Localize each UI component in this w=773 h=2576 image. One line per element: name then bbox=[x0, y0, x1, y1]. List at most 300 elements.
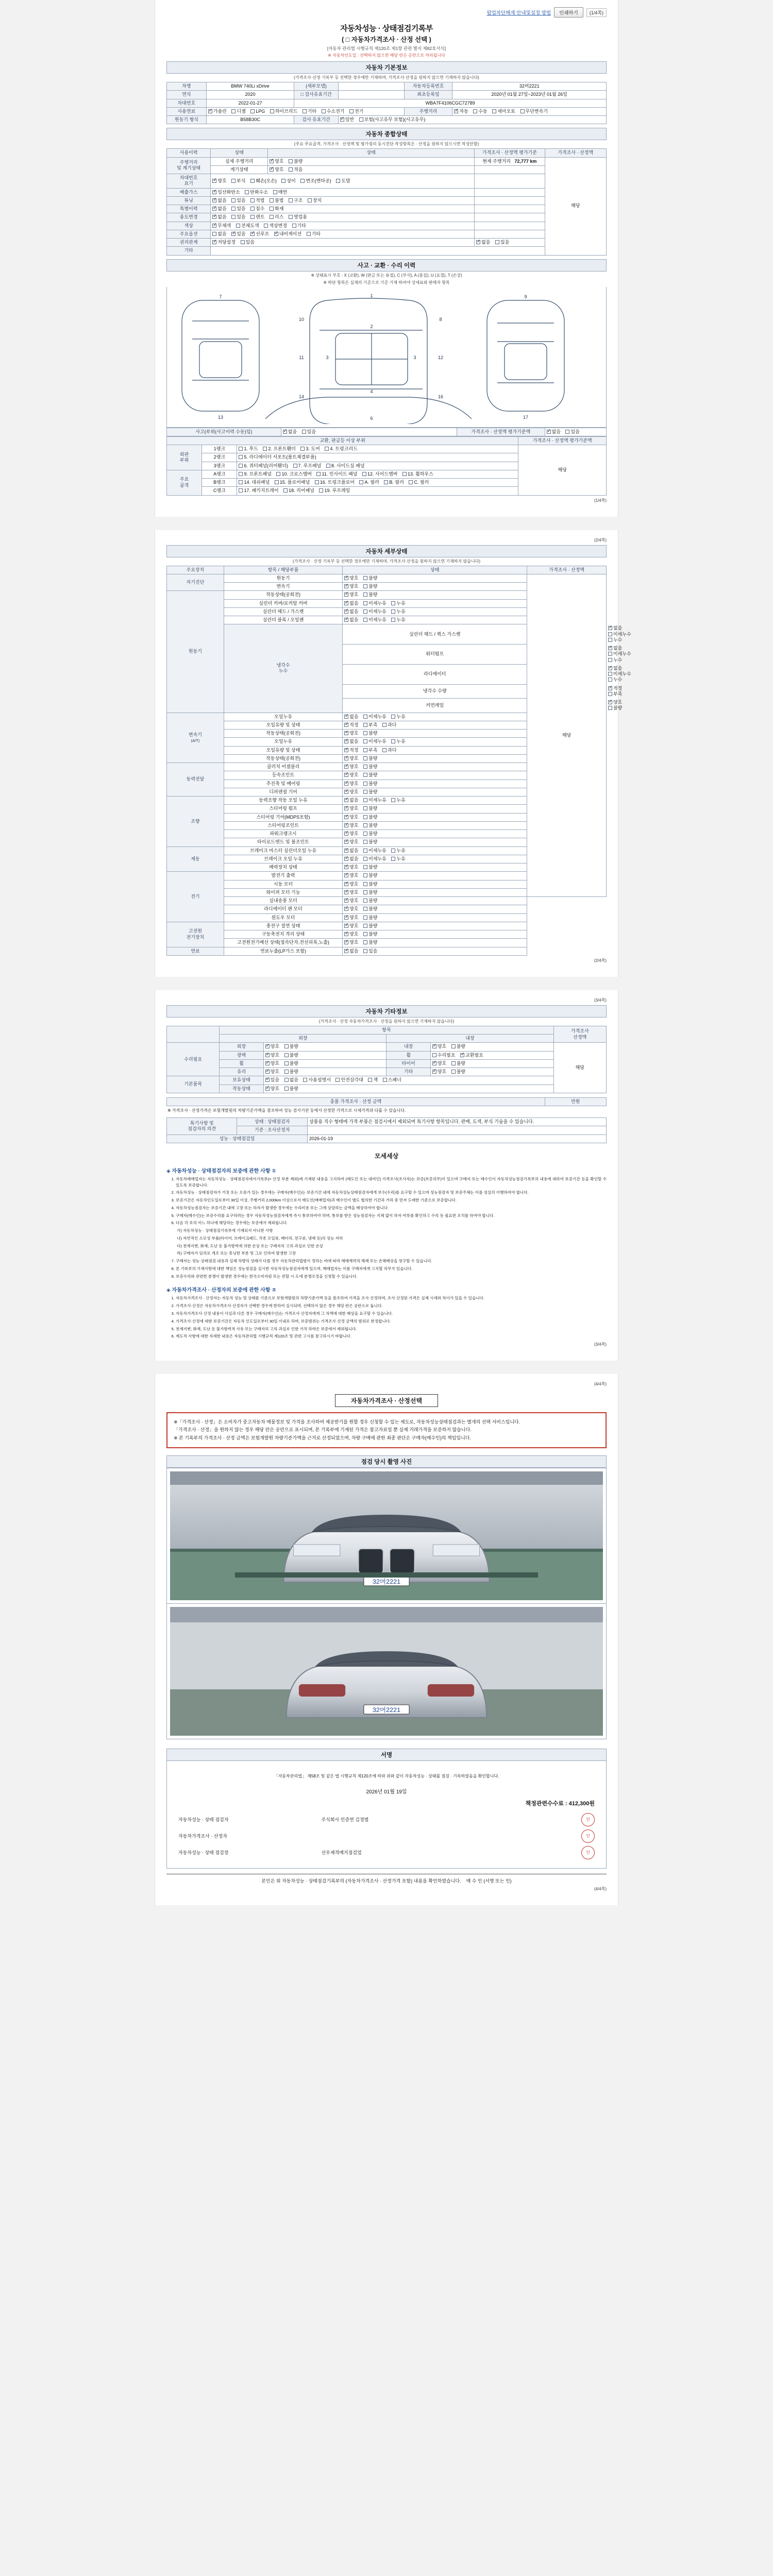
main-option-options[interactable] bbox=[211, 230, 475, 238]
opt-bad[interactable]: 불량 bbox=[363, 806, 377, 811]
opt-color-etc[interactable]: 기타 bbox=[292, 223, 306, 229]
usage-change-options[interactable] bbox=[211, 213, 475, 222]
opt-micro-leak[interactable]: 미세누수 bbox=[608, 651, 631, 657]
opt-vin-corrosion[interactable]: 부식 bbox=[231, 178, 245, 184]
opt-proper[interactable]: ✓ 적정 bbox=[344, 722, 358, 728]
opt-fuel-gasoline[interactable]: ✓ 가솔린 bbox=[208, 109, 227, 114]
opt-fuel-etc[interactable]: 기타 bbox=[303, 109, 316, 114]
opt-none[interactable]: ✓없음 bbox=[608, 625, 622, 631]
opt-option-yes[interactable]: ✓ 있음 bbox=[231, 231, 245, 237]
opt-trunk-floor[interactable]: 16. 트렁크플로어 bbox=[315, 480, 355, 485]
opt-low[interactable]: 부족 bbox=[363, 722, 377, 728]
label-etc: 기타 bbox=[386, 1068, 430, 1076]
opt-good[interactable]: ✓ 양호 bbox=[265, 1061, 279, 1066]
opt-dash-panel[interactable]: 14. 대쉬패널 bbox=[239, 480, 270, 485]
opt-option-none[interactable]: 없음 bbox=[212, 231, 226, 237]
opt-tuning-device[interactable]: 장치 bbox=[308, 198, 322, 204]
opt-good[interactable]: ✓ 양호 bbox=[432, 1069, 446, 1075]
state-exterior[interactable] bbox=[263, 1043, 386, 1051]
opt-micro-leak[interactable]: 미세누유 bbox=[363, 848, 386, 854]
opt-fuel-electric[interactable]: 전기 bbox=[349, 109, 363, 114]
opt-micro-leak[interactable]: 미세누유 bbox=[363, 601, 386, 606]
opt-bad[interactable]: 불량 bbox=[363, 898, 377, 904]
opt-none[interactable]: ✓ 없음 bbox=[344, 617, 358, 623]
value-current-mileage: 72,777 km bbox=[514, 158, 537, 164]
state-propeller-shaft[interactable] bbox=[343, 779, 527, 788]
opt-gauge-good[interactable]: ✓ 양호 bbox=[270, 167, 283, 173]
opt-good[interactable]: ✓ 양호 bbox=[344, 756, 358, 761]
color-options[interactable] bbox=[211, 222, 475, 230]
state-radiator-fan[interactable] bbox=[343, 905, 527, 913]
rank-a-items[interactable] bbox=[237, 470, 518, 478]
opt-accident-none[interactable]: ✓ 없음 bbox=[283, 429, 297, 435]
opt-good[interactable]: ✓ 양호 bbox=[344, 584, 358, 589]
opt-good[interactable]: ✓ 양호 bbox=[344, 781, 358, 787]
sig-label-3: 자동차성능 · 상태 점검장 bbox=[178, 1850, 229, 1856]
state-interior[interactable] bbox=[430, 1043, 553, 1051]
gauge-options[interactable] bbox=[268, 165, 475, 174]
photo-section-header: 점검 당시 촬영 사진 bbox=[166, 1455, 607, 1468]
opt-bad[interactable]: 불량 bbox=[451, 1061, 465, 1066]
opt-bad[interactable]: 불량 bbox=[363, 756, 377, 761]
tuning-note bbox=[475, 196, 545, 205]
opt-mileage-good[interactable]: ✓ 양호 bbox=[270, 159, 283, 164]
opt-cross-member[interactable]: 10. 크로스멤버 bbox=[276, 471, 311, 477]
item-steering-pump: 스티어링 펌프 bbox=[224, 805, 342, 813]
accident-price-options[interactable] bbox=[545, 428, 606, 436]
opt-tuning-structure[interactable]: 구조 bbox=[289, 198, 303, 204]
opt-bad[interactable]: 불량 bbox=[363, 906, 377, 912]
opt-emission-smoke[interactable]: 매연 bbox=[273, 190, 287, 195]
opt-floor-panel[interactable]: 15. 플로어패널 bbox=[275, 480, 310, 485]
opt-trans-manual[interactable]: 수동 bbox=[473, 109, 487, 114]
state-mt-oil-leak[interactable] bbox=[343, 738, 527, 746]
opt-usage-yes[interactable]: 있음 bbox=[231, 214, 245, 220]
opt-good[interactable]: ✓ 양호 bbox=[344, 865, 358, 870]
opt-good[interactable]: ✓ 양호 bbox=[265, 1044, 279, 1049]
opt-good[interactable]: ✓ 양호 bbox=[344, 731, 358, 736]
rank-c-items[interactable] bbox=[237, 487, 518, 495]
label-color: 색상 bbox=[167, 222, 211, 230]
state-cyl-head-gasket[interactable] bbox=[343, 607, 527, 616]
opt-vin-good[interactable]: ✓양호 bbox=[212, 178, 226, 184]
opt-over[interactable]: 과다 bbox=[382, 748, 396, 753]
state-alternator[interactable] bbox=[343, 872, 527, 880]
page-3 bbox=[155, 990, 618, 1361]
opt-usage-lease[interactable]: 리스 bbox=[270, 214, 283, 220]
rank-1-items[interactable] bbox=[237, 445, 518, 453]
opt-micro-leak[interactable]: 미세누유 bbox=[363, 856, 386, 862]
opt-good[interactable]: ✓ 양호 bbox=[344, 772, 358, 778]
rights-options[interactable] bbox=[211, 239, 475, 247]
opt-leak[interactable]: 누수 bbox=[608, 677, 622, 683]
opt-good[interactable]: ✓ 양호 bbox=[344, 806, 358, 811]
state-cyl-block[interactable] bbox=[343, 616, 527, 624]
opt-emission-hc[interactable]: 탄화수소 bbox=[245, 190, 268, 195]
opt-micro-leak[interactable]: 미세누유 bbox=[363, 798, 386, 803]
opt-good[interactable]: ✓ 양호 bbox=[344, 906, 358, 912]
opt-repair[interactable]: 수리필요 bbox=[432, 1053, 456, 1058]
emission-options[interactable] bbox=[211, 188, 475, 196]
state-etc[interactable] bbox=[430, 1068, 553, 1076]
opt-bad[interactable]: 불량 bbox=[363, 815, 377, 820]
opt-proper[interactable]: ✓ 적정 bbox=[344, 748, 358, 753]
opt-bad[interactable]: 불량 bbox=[363, 575, 377, 581]
state-at-oil-amount[interactable] bbox=[343, 721, 527, 729]
label-gauge-state: 계기상태 bbox=[211, 165, 268, 174]
state-steering-gear[interactable] bbox=[343, 813, 527, 821]
inspection-kind-options[interactable] bbox=[338, 116, 606, 124]
group-steering: 조향 bbox=[167, 796, 224, 847]
table-row bbox=[167, 897, 607, 905]
opt-micro-leak[interactable]: 미세누유 bbox=[363, 739, 386, 744]
opt-fuel-hydrogen[interactable]: 수소전기 bbox=[322, 109, 345, 114]
state-drive-battery[interactable] bbox=[343, 930, 527, 939]
opt-none[interactable]: ✓없음 bbox=[608, 646, 622, 651]
opt-bad[interactable]: 불량 bbox=[284, 1069, 298, 1075]
opt-bad[interactable]: 불량 bbox=[363, 789, 377, 795]
opt-option-sunroof[interactable]: ✓ 선루프 bbox=[250, 231, 269, 237]
state-blower-motor[interactable] bbox=[343, 897, 527, 905]
state-tie-rod[interactable] bbox=[343, 838, 527, 846]
tuning-options[interactable] bbox=[211, 196, 475, 205]
opt-accident-price-none[interactable]: ✓ 없음 bbox=[547, 429, 561, 435]
state-power-crank[interactable] bbox=[343, 830, 527, 838]
opt-micro-leak[interactable]: 미세누수 bbox=[608, 671, 631, 677]
opt-door[interactable]: 3. 도어 bbox=[300, 446, 320, 452]
state-steering-joint[interactable] bbox=[343, 821, 527, 829]
state-cyl-head-cover[interactable] bbox=[343, 599, 527, 607]
state-brake-master[interactable] bbox=[343, 846, 527, 855]
opt-bad[interactable]: 불량 bbox=[363, 823, 377, 828]
opt-none[interactable]: ✓ 없음 bbox=[344, 609, 358, 615]
opt-leak[interactable]: 누유 bbox=[391, 714, 405, 720]
rights-right-options[interactable] bbox=[475, 239, 545, 247]
opt-rights-yes[interactable]: 있음 bbox=[241, 240, 255, 245]
terms-item: 1. 자동차매매업자는 자동차성능 · 상태점검자에서기록부(= 산정 부분 제외)에 기재된 내용을 고지하여 (매도인 또는 대여인) 가격조사(조사자)는 보증(보증의무)이 있으며 구매자 또는 매수인이 자동차성능점검기록부의 내용에 대하여 보증기간 등을 확인할 수 있도록 보증합니다. bbox=[176, 1176, 607, 1189]
opt-front-panel[interactable]: 9. 프론트패널 bbox=[239, 471, 271, 477]
opt-special-none[interactable]: ✓ 없음 bbox=[212, 206, 226, 212]
opt-rights-none[interactable]: ✓ 저당설정 bbox=[212, 240, 236, 245]
opt-none[interactable]: ✓ 없음 bbox=[344, 856, 358, 862]
opt-leak[interactable]: 누유 bbox=[391, 798, 405, 803]
state-wiper-motor[interactable] bbox=[343, 888, 527, 896]
opt-good[interactable]: ✓ 양호 bbox=[265, 1053, 279, 1058]
table-row bbox=[167, 930, 607, 939]
signature-table bbox=[176, 1811, 597, 1861]
opt-good[interactable]: ✓ 양호 bbox=[344, 823, 358, 828]
opt-bad[interactable]: 불량 bbox=[363, 873, 377, 878]
opt-leak[interactable]: 누유 bbox=[391, 601, 405, 606]
opt-bad[interactable]: 불량 bbox=[451, 1044, 465, 1049]
state-engine-diag[interactable] bbox=[343, 574, 527, 582]
opt-over[interactable]: 과다 bbox=[382, 722, 396, 728]
accident-history-options[interactable] bbox=[281, 428, 457, 436]
opt-option-navigation[interactable]: ✓ 내비게이션 bbox=[274, 231, 301, 237]
opt-micro-leak[interactable]: 미세누수 bbox=[608, 632, 631, 637]
opt-good[interactable]: ✓ 양호 bbox=[344, 764, 358, 770]
opt-roof-rail[interactable]: 19. 루프레일 bbox=[319, 488, 350, 494]
state-possession[interactable] bbox=[263, 1076, 553, 1084]
item-at-oil-amount: 오일유량 및 상태 bbox=[224, 721, 342, 729]
table-row bbox=[167, 1051, 607, 1059]
opt-usage-commercial[interactable]: 영업용 bbox=[289, 214, 307, 220]
opt-none[interactable]: ✓ 없음 bbox=[344, 601, 358, 606]
opt-c-pillar[interactable]: C. 필러 bbox=[409, 480, 429, 485]
special-history-options[interactable] bbox=[211, 205, 475, 213]
opt-fuel-hybrid[interactable]: 하이브리드 bbox=[270, 109, 297, 114]
state-power-steering-leak[interactable] bbox=[343, 796, 527, 805]
opt-bad[interactable]: 불량 bbox=[363, 831, 377, 837]
opt-hood[interactable]: 1. 후드 bbox=[239, 446, 258, 452]
opt-bad[interactable]: 불량 bbox=[608, 705, 622, 711]
opt-good[interactable]: ✓ 양호 bbox=[265, 1069, 279, 1075]
opt-spanner[interactable]: 스패너 bbox=[383, 1077, 401, 1083]
opt-leak[interactable]: 누유 bbox=[391, 856, 405, 862]
state-glass[interactable] bbox=[263, 1068, 386, 1076]
opt-good[interactable]: ✓ 양호 bbox=[344, 882, 358, 887]
state-booster[interactable] bbox=[343, 863, 527, 872]
rank-b-items[interactable] bbox=[237, 479, 518, 487]
opt-usage-none[interactable]: ✓ 없음 bbox=[212, 214, 226, 220]
opt-good[interactable]: ✓ 양호 bbox=[344, 915, 358, 921]
opt-vin-erased[interactable]: 도말 bbox=[336, 178, 350, 184]
opt-option-etc[interactable]: 기타 bbox=[307, 231, 321, 237]
col-other-price: 가격조사 산정액 bbox=[553, 1026, 606, 1043]
opt-b-pillar[interactable]: B. 필러 bbox=[384, 480, 404, 485]
opt-bad[interactable]: 불량 bbox=[363, 584, 377, 589]
opt-radiator-support[interactable]: 5. 라디에이터 서포트(볼트체결부품) bbox=[239, 454, 316, 460]
opt-none[interactable]: ✓없음 bbox=[608, 666, 622, 671]
opt-good[interactable]: ✓ 양호 bbox=[265, 1086, 279, 1092]
state-steering-pump[interactable] bbox=[343, 805, 527, 813]
section-accident-sub2: ※ 하단 항목은 실제의 기준으로 기준 기재 하여야 상세표와 판매자 항목 bbox=[323, 280, 450, 285]
opt-trunk-lid[interactable]: 4. 트렁크리드 bbox=[325, 446, 357, 452]
state-window-motor[interactable] bbox=[343, 913, 527, 922]
opt-bad[interactable]: 불량 bbox=[363, 781, 377, 787]
state-cv-joint[interactable] bbox=[343, 771, 527, 779]
opt-special-flood[interactable]: 침수 bbox=[250, 206, 264, 212]
item-idle-state: 작동상태(공회전) bbox=[224, 591, 342, 599]
state-mt-oil-amount[interactable] bbox=[343, 746, 527, 754]
page-4 bbox=[155, 1374, 618, 1905]
opt-side-member[interactable]: 12. 사이드멤버 bbox=[362, 471, 397, 477]
opt-front-fender[interactable]: 2. 프론트휀더 bbox=[263, 446, 295, 452]
fuel-options[interactable] bbox=[206, 107, 404, 115]
opt-none[interactable]: ✓ 없음 bbox=[344, 739, 358, 744]
state-operation[interactable] bbox=[263, 1084, 553, 1093]
opt-bad[interactable]: 불량 bbox=[363, 592, 377, 598]
opt-trans-cvt[interactable]: 무단변속기 bbox=[520, 109, 548, 114]
label-inspector-state: 상태 : 상태점검자 bbox=[237, 1118, 307, 1126]
opt-none[interactable]: ✓ 없음 bbox=[344, 848, 358, 854]
basic-info-table bbox=[166, 82, 607, 124]
opt-replace[interactable]: ✓ 교환필요 bbox=[460, 1053, 483, 1058]
opt-leak[interactable]: 누유 bbox=[391, 617, 405, 623]
state-charge-port[interactable] bbox=[343, 922, 527, 930]
opt-leak[interactable]: 누유 bbox=[391, 609, 405, 615]
opt-micro-leak[interactable]: 미세누유 bbox=[363, 617, 386, 623]
opt-roof-panel[interactable]: 7. 루프패널 bbox=[293, 463, 322, 469]
opt-accident-price-yes[interactable]: 있음 bbox=[565, 429, 579, 435]
opt-micro-leak[interactable]: 미세누유 bbox=[363, 714, 386, 720]
opt-none[interactable]: 없음 bbox=[284, 1077, 298, 1083]
col-other-left: 외장 bbox=[220, 1035, 386, 1043]
opt-bad[interactable]: 불량 bbox=[363, 940, 377, 945]
opt-low[interactable]: 부족 bbox=[363, 748, 377, 753]
actual-mileage-options[interactable] bbox=[268, 157, 475, 165]
opt-bad[interactable]: 불량 bbox=[284, 1044, 298, 1049]
car-damage-diagram[interactable] bbox=[166, 287, 607, 428]
state-at-idle[interactable] bbox=[343, 730, 527, 738]
opt-bad[interactable]: 불량 bbox=[284, 1053, 298, 1058]
opt-bad[interactable]: 불량 bbox=[284, 1061, 298, 1066]
state-wheel2[interactable] bbox=[263, 1059, 386, 1067]
state-starter[interactable] bbox=[343, 880, 527, 888]
opt-good[interactable]: ✓ 양호 bbox=[344, 890, 358, 895]
state-polish[interactable] bbox=[263, 1051, 386, 1059]
opt-good[interactable]: ✓양호 bbox=[608, 700, 622, 705]
opt-inspection-general[interactable]: ✓ 일반 bbox=[340, 117, 354, 123]
rank-3: 3랭크 bbox=[202, 462, 237, 470]
opt-leak[interactable]: 누수 bbox=[608, 637, 622, 643]
opt-color-original[interactable]: ✓ 무채색 bbox=[212, 223, 231, 229]
state-clutch[interactable] bbox=[343, 763, 527, 771]
opt-micro-leak[interactable]: 미세누유 bbox=[363, 609, 386, 615]
label-polish: 광택 bbox=[220, 1051, 263, 1059]
opt-bad[interactable]: 불량 bbox=[363, 764, 377, 770]
opt-leak[interactable]: 누유 bbox=[391, 739, 405, 744]
opt-wheel-house[interactable]: 13. 휠하우스 bbox=[402, 471, 433, 477]
opt-trans-semi[interactable]: 세미오토 bbox=[492, 109, 515, 114]
opt-fuel-diesel[interactable]: 디젤 bbox=[231, 109, 245, 114]
opt-bad[interactable]: 불량 bbox=[363, 890, 377, 895]
opt-good[interactable]: ✓ 양호 bbox=[432, 1044, 446, 1049]
opt-good[interactable]: ✓ 양호 bbox=[344, 923, 358, 929]
state-differential[interactable] bbox=[343, 788, 527, 796]
state-wheel[interactable] bbox=[430, 1051, 553, 1059]
rank-2-items[interactable] bbox=[237, 453, 518, 462]
opt-good[interactable]: ✓ 양호 bbox=[344, 815, 358, 820]
svg-text:1: 1 bbox=[370, 293, 373, 298]
state-fuel-leak[interactable] bbox=[343, 947, 527, 955]
opt-bad[interactable]: 불량 bbox=[363, 931, 377, 937]
opt-trans-auto[interactable]: ✓ 자동 bbox=[454, 109, 468, 114]
state-brake-oil[interactable] bbox=[343, 855, 527, 863]
table-row bbox=[167, 913, 607, 922]
print-button[interactable]: 인쇄하기 bbox=[554, 7, 583, 18]
opt-good[interactable]: ✓ 양호 bbox=[344, 940, 358, 945]
opt-usage-rent[interactable]: 렌트 bbox=[250, 214, 264, 220]
opt-bad[interactable]: 불량 bbox=[363, 839, 377, 845]
extra-note bbox=[211, 247, 545, 255]
state-idle[interactable] bbox=[343, 591, 527, 599]
opt-special-yes[interactable]: 있음 bbox=[231, 206, 245, 212]
opt-low[interactable]: 부족 bbox=[608, 691, 622, 697]
opt-side-sill[interactable]: 8. 사이드실 패널 bbox=[326, 463, 365, 469]
opt-bad[interactable]: 불량 bbox=[451, 1069, 465, 1075]
opt-jack[interactable]: 잭 bbox=[368, 1077, 378, 1083]
opt-color-full-paint[interactable]: 전체도색 bbox=[236, 223, 259, 229]
opt-rear-panel[interactable]: 18. 리어패널 bbox=[283, 488, 314, 494]
opt-package-tray[interactable]: 17. 패키지트레이 bbox=[239, 488, 278, 494]
state-tire[interactable] bbox=[430, 1059, 553, 1067]
opt-rights-r-yes[interactable]: 있음 bbox=[495, 240, 509, 245]
opt-color-changed[interactable]: 색상변경 bbox=[264, 223, 287, 229]
opt-yes[interactable]: 있음 bbox=[363, 948, 377, 954]
opt-vin-damage[interactable]: 훼손(오손) bbox=[250, 178, 277, 184]
opt-a-pillar[interactable]: A. 필러 bbox=[359, 480, 379, 485]
opt-none[interactable]: ✓ 없음 bbox=[344, 948, 358, 954]
opt-good[interactable]: ✓ 양호 bbox=[344, 789, 358, 795]
opt-quarter-panel[interactable]: 6. 쿼터패널(리어휀더) bbox=[239, 463, 288, 469]
table-row bbox=[176, 1844, 597, 1861]
opt-manual[interactable]: 사용설명서 bbox=[303, 1077, 330, 1083]
opt-tuning-yes[interactable]: 있음 bbox=[231, 198, 245, 204]
opt-leak[interactable]: 누수 bbox=[608, 657, 622, 663]
state-transmission-diag[interactable] bbox=[343, 583, 527, 591]
opt-bad[interactable]: 불량 bbox=[363, 923, 377, 929]
opt-gauge-low[interactable]: 적음 bbox=[289, 167, 303, 173]
opt-tuning-none[interactable]: ✓ 없음 bbox=[212, 198, 226, 204]
opt-fuel-lpg[interactable]: LPG bbox=[250, 109, 265, 114]
popup-block-hint[interactable]: 팝업차단해제 안내및설정 방법 bbox=[486, 10, 551, 16]
opt-tuning-illegal[interactable]: 불법 bbox=[270, 198, 283, 204]
opt-emission-co[interactable]: ✓ 일산화탄소 bbox=[212, 190, 240, 195]
opt-none[interactable]: ✓ 없음 bbox=[344, 714, 358, 720]
opt-good[interactable]: ✓ 양호 bbox=[344, 575, 358, 581]
opt-accident-yes[interactable]: 있음 bbox=[302, 429, 316, 435]
rank-3-items[interactable] bbox=[237, 462, 518, 470]
opt-good[interactable]: ✓ 양호 bbox=[344, 898, 358, 904]
state-at-oil-leak[interactable] bbox=[343, 713, 527, 721]
opt-safety-tri[interactable]: 안전삼각대 bbox=[335, 1077, 363, 1083]
opt-vin-altered[interactable]: 변조(변타공) bbox=[300, 178, 331, 184]
opt-mileage-bad[interactable]: 불량 bbox=[289, 159, 303, 164]
opt-bad[interactable]: 불량 bbox=[363, 882, 377, 887]
opt-bad[interactable]: 불량 bbox=[363, 915, 377, 921]
state-mt-idle[interactable] bbox=[343, 754, 527, 762]
opt-good[interactable]: ✓ 양호 bbox=[344, 831, 358, 837]
opt-inspection-insurance[interactable]: 보험(사고유무 보험)(사고유무) bbox=[359, 117, 426, 123]
label-first-registration: 최초등록일 bbox=[404, 91, 452, 99]
opt-proper[interactable]: ✓적정 bbox=[608, 686, 622, 691]
opt-good[interactable]: ✓ 양호 bbox=[344, 931, 358, 937]
opt-special-fire[interactable]: 화재 bbox=[270, 206, 283, 212]
opt-have[interactable]: ✓ 있음 bbox=[265, 1077, 279, 1083]
opt-good[interactable]: ✓ 양호 bbox=[344, 839, 358, 845]
page-3-footer: (3/4쪽) bbox=[594, 1342, 607, 1347]
opt-good[interactable]: ✓ 양호 bbox=[344, 592, 358, 598]
opt-bad[interactable]: 불량 bbox=[284, 1086, 298, 1092]
opt-good[interactable]: ✓ 양호 bbox=[344, 873, 358, 878]
opt-rights-r-none[interactable]: ✓ 없음 bbox=[476, 240, 490, 245]
opt-inside-panel[interactable]: 11. 인사이드 패널 bbox=[316, 471, 357, 477]
opt-bad[interactable]: 불량 bbox=[363, 731, 377, 736]
transmission-options[interactable] bbox=[452, 107, 607, 115]
state-hv-wiring[interactable] bbox=[343, 939, 527, 947]
opt-tuning-legal[interactable]: 적법 bbox=[250, 198, 264, 204]
label-year: 연식 bbox=[167, 91, 207, 99]
vin-mark-options[interactable] bbox=[211, 174, 475, 189]
opt-none[interactable]: ✓ 없음 bbox=[344, 798, 358, 803]
opt-leak[interactable]: 누유 bbox=[391, 848, 405, 854]
opt-bad[interactable]: 불량 bbox=[363, 772, 377, 778]
opt-bad[interactable]: 불량 bbox=[363, 865, 377, 870]
svg-text:17: 17 bbox=[523, 414, 529, 420]
opt-vin-diff[interactable]: 상이 bbox=[281, 178, 295, 184]
opt-good[interactable]: ✓ 양호 bbox=[432, 1061, 446, 1066]
